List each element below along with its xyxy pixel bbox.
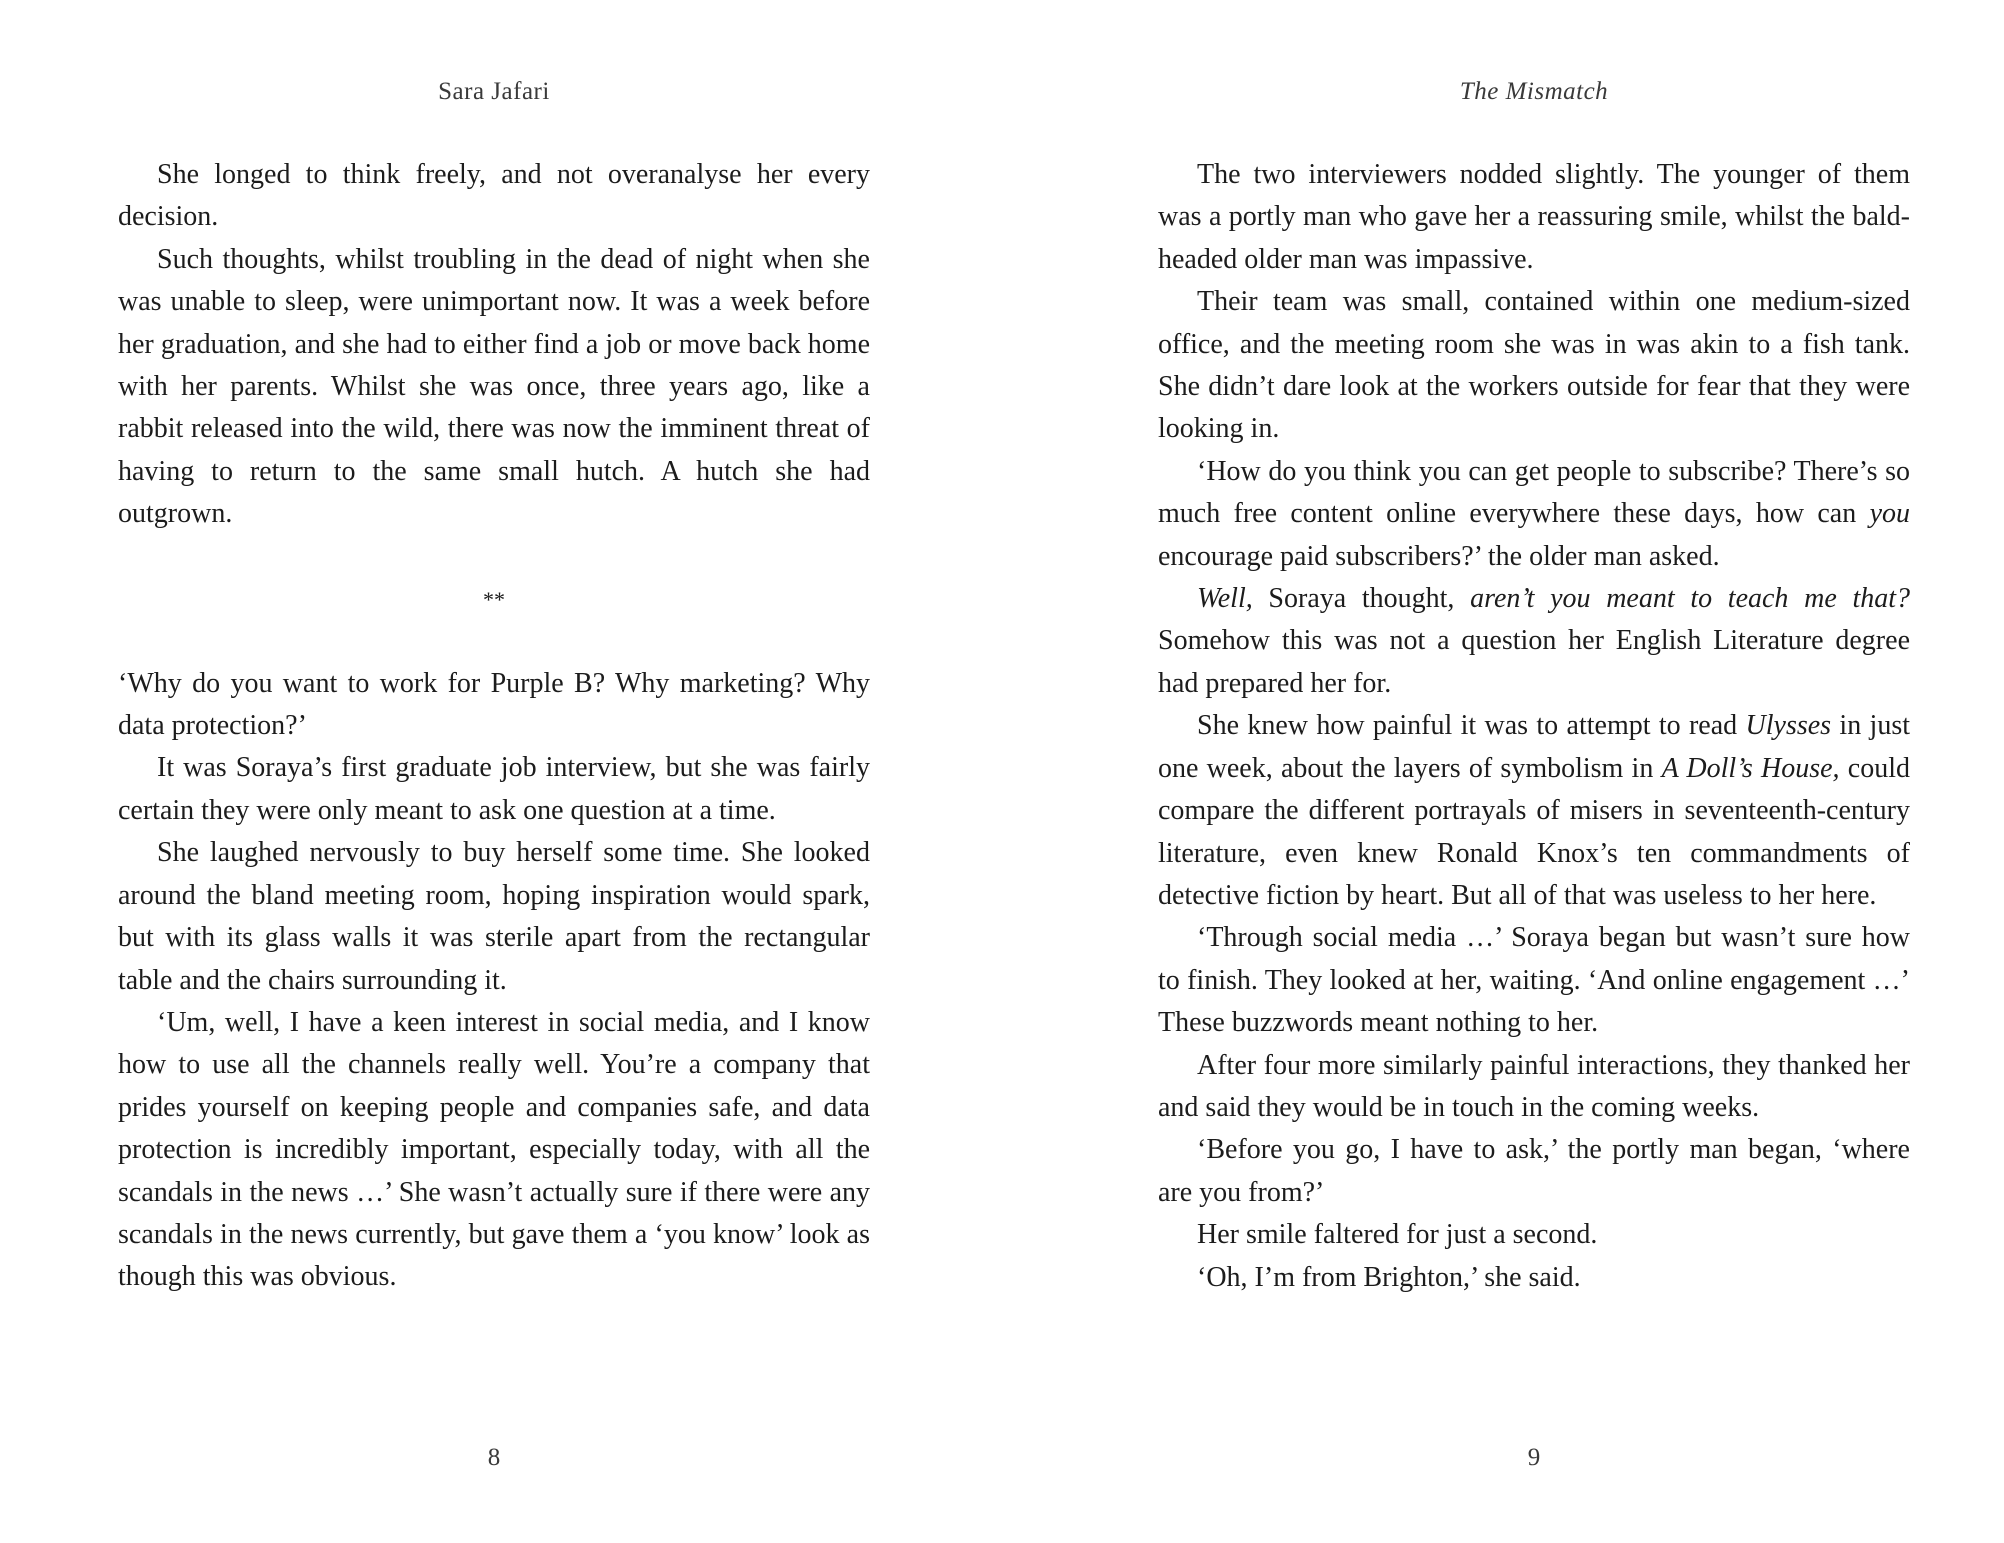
paragraph: Such thoughts, whilst troubling in the dead of night when she was unable to sleep, were unimportant now. It was a week before her graduation, and she had to either find a job or move back home with her parents. Whilst she was once, three years ago, like a rabbit released into the wild, there was now the imminent threat of having to return to the same small hutch. A hutch she had outgrown. (118, 243, 870, 530)
italic-text: Ulysses (1745, 710, 1832, 742)
text-run: She knew how painful it was to attempt to read (1197, 710, 1746, 742)
text-run: Soraya thought, (1252, 583, 1471, 615)
paragraph: ‘Before you go, I have to ask,’ the portly man began, ‘where are you from?’ (1158, 1134, 1910, 1208)
text-run: could compare the different portrayals of misers in seventeenth-century literature, even knew Ronald Knox’s ten commandments of detective fiction by heart. But all of that was useless to her here. (1158, 752, 1910, 911)
paragraph: ‘Why do you want to work for Purple B? Why marketing? Why data protection?’ (118, 667, 870, 742)
right-page (1158, 0, 1910, 1543)
paragraph: She laughed nervously to buy herself some time. She looked around the bland meeting room, hoping inspiration would spark, but with its glass walls it was sterile apart from the rectangular table and the chairs surrounding it. (118, 837, 870, 996)
right-page-text (1158, 154, 1910, 1299)
paragraph: ‘Oh, I’m from Brighton,’ she said. (1197, 1261, 1581, 1293)
page-number: 8 (487, 1444, 501, 1471)
paragraph: Her smile faltered for just a second. (1197, 1219, 1598, 1251)
paragraph: ‘Um, well, I have a keen interest in social media, and I know how to use all the channels really well. You’re a company that prides yourself on keeping people and companies safe, and data protection is incredibly important, especially today, with all the scandals in the news …’ She wasn’t actually sure if there were any scandals in the news currently, but gave them a ‘you know’ look as though this was obvious. (118, 1006, 870, 1293)
paragraph: After four more similarly painful interactions, they thanked her and said they would be in touch in the coming weeks. (1158, 1049, 1910, 1123)
running-head-author: Sara Jafari (438, 78, 550, 105)
left-page (118, 0, 870, 1543)
paragraph (1158, 451, 1910, 578)
paragraph: ‘Through social media …’ Soraya began but wasn’t sure how to finish. They looked at her, waiting. ‘And online engagement …’ These buzzwords meant nothing to her. (1158, 922, 1910, 1039)
left-page-text (118, 154, 870, 1299)
text-run: ‘How do you think you can get people to subscribe? There’s so much free content online everywhere these days, how can (1158, 455, 1910, 530)
paragraph: The two interviewers nodded slightly. The younger of them was a portly man who gave her a reassuring smile, whilst the bald-headed older man was impassive. (1158, 159, 1910, 275)
text-run: Somehow this was not a question her English Literature degree had prepared her for. (1158, 625, 1910, 699)
text-run: encourage paid subscribers?’ the older man asked. (1158, 540, 1720, 572)
paragraph (1158, 705, 1910, 917)
paragraph: It was Soraya’s first graduate job interview, but she was fairly certain they were only meant to ask one question at a time. (118, 752, 870, 826)
paragraph (1158, 578, 1910, 705)
text-run: in just one week, about the layers of symbolism in (1158, 710, 1910, 784)
italic-text: aren’t you meant to teach me that? (1470, 583, 1911, 615)
italic-text: A Doll’s House, (1661, 752, 1840, 784)
italic-text: Well, (1197, 583, 1253, 615)
italic-text: you (1869, 498, 1910, 530)
paragraph: She longed to think freely, and not overanalyse her every decision. (118, 159, 870, 233)
section-break: ** (483, 586, 505, 612)
page-number: 9 (1527, 1444, 1541, 1471)
paragraph: Their team was small, contained within one medium-sized office, and the meeting room she was in was akin to a fish tank. She didn’t dare look at the workers outside for fear that they were looking in. (1158, 286, 1910, 445)
running-head-title: The Mismatch (1459, 78, 1609, 105)
